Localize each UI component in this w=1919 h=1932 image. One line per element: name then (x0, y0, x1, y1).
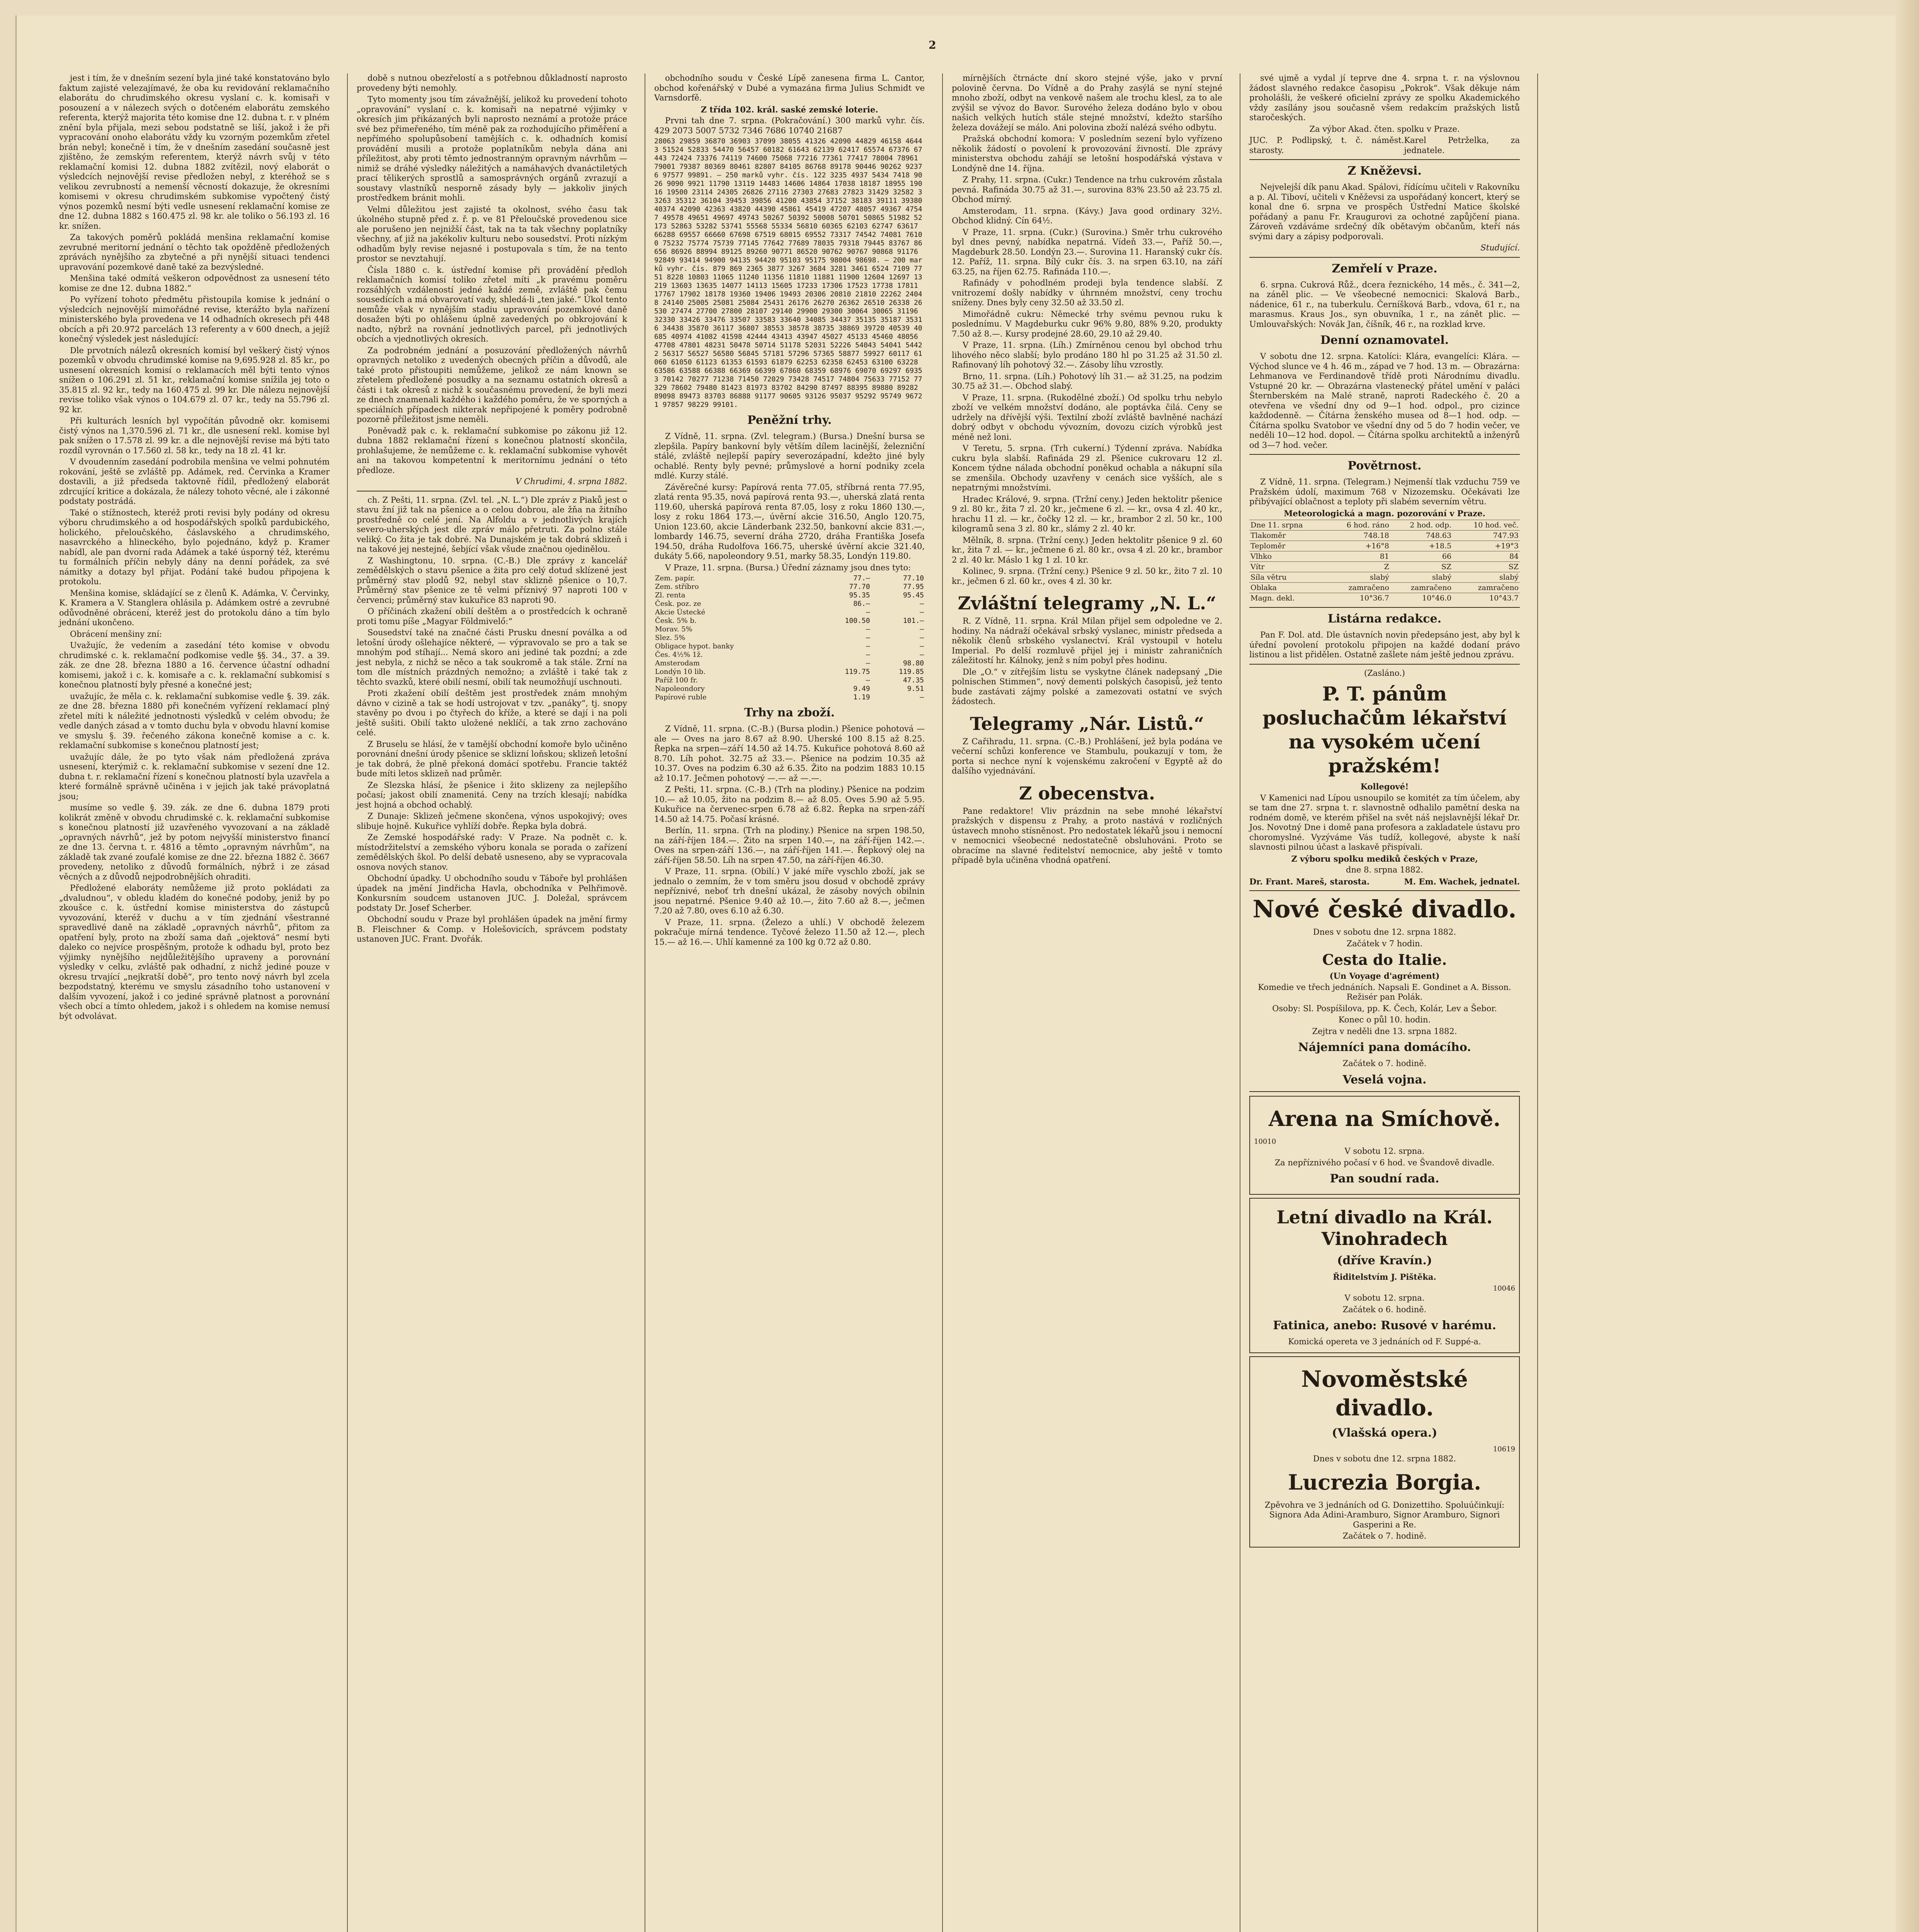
exchange-value: 47.35 (903, 676, 924, 684)
exchange-value: 86.— (853, 600, 870, 608)
weather-row (1249, 562, 1520, 572)
play-title: Cesta do Italie. (1322, 951, 1447, 968)
exchange-label: Akcie Ústecké (655, 608, 706, 616)
exchange-label: Česk. 5% b. (655, 617, 697, 625)
exchange-value: — (866, 651, 870, 659)
exchange-value: — (920, 634, 924, 642)
summer-subheading: (dříve Kravín.) (1337, 1254, 1432, 1267)
article-paragraph: Ze Slezska hlásí, že pšenice i žito sklizeny za nejlepšího počasí; jakost obilí znamenitá. Ceny na trzích klesají; nabídka jest hojná a obchod ochablý. (357, 780, 627, 810)
divider (1249, 890, 1520, 891)
exchange-row (654, 591, 925, 600)
article-paragraph: Obchodní soudu v Praze byl prohlášen úpadek na jmění firmy B. Fleischner & Comp. v Holešovicích, správcem podstaty ustanoven JUC. Frant. Dvořák. (357, 915, 627, 944)
divider (1249, 454, 1520, 455)
article-paragraph: ch. Z Pešti, 11. srpna. (Zvl. tel. „N. L.“) Dle zpráv z Piaků jest o stavu žní již tak na pšenice a o celou dobrou, ale žňa na žitního prostředně co celé jení. Na Alfoldu a v jednotlivých krajích severo-uherských jest dle zpráv málo přetruti. Za polno stále veliký. Co žita je tak dobré. Na Dunajském je tak dobrá sklizeň i na takové jej nestejné, šebjící však všude značnou ojedinělou. (357, 495, 627, 554)
section-heading: Denní oznamovatel. (1320, 333, 1449, 347)
weather-row (1249, 551, 1520, 562)
play-title: Fatinica, anebo: Rusové v harému. (1273, 1319, 1496, 1332)
exchange-value: 77.— (853, 574, 870, 582)
exchange-value: — (920, 651, 924, 659)
weather-header-cell: Dne 11. srpna (1249, 520, 1327, 531)
signature-row (1249, 136, 1520, 155)
theatre-date: Dnes v sobotu dne 12. srpna 1882. (1313, 1454, 1456, 1463)
article-paragraph: uvažujíc, že měla c. k. reklamační subkomise vedle §. 39. zák. ze dne 28. března 1880 při konečném vyřízení reklamací plný zřetel míti k náležité jednotnosti výsledků v celém obvodu; že vedle daných zásad a v tomto duchu byla v obvodu hlavní komise ve smyslu §. 39. řečeného zákona konečně komise a c. k. reklamační subkomise s konečnou platností jest; (59, 691, 330, 750)
column-1 (59, 73, 330, 1932)
article-paragraph: V Praze, 11. srpna. (Rukodělné zboží.) Od spolku trhu nebylo zboží ve velkém množství dodáno, ale poptávka čilá. Ceny se udržely na dřívější výši. Textilní zboží zvláště bavlněné nachází dobrý odbyt v obchodu vývozním, dovozu cizích výrobků jest méně než loni. (952, 393, 1222, 442)
section-heading: Zemřelí v Praze. (1332, 262, 1438, 276)
divider (357, 491, 627, 492)
weather-cell: Tlakoměr (1249, 531, 1327, 541)
article-paragraph: R. Z Vídně, 11. srpna. Král Milan přijel sem odpoledne ve 2. hodiny. Na nádraží očekával srbský vyslanec, ministr předseda a několik členů srbského vyslanectví. Král vystoupil v hotelu Imperial. Po delší rozmluvě přijel jej i ministr zahraničních záležitostí hr. Kálnoky, jenž s ním pobyl přes hodinu. (952, 616, 1222, 665)
column-6-margin (1547, 73, 1841, 1932)
play-subtitle: (Un Voyage d'agrément) (1329, 971, 1440, 981)
arena-text: Za nepříznivého počasí v 6 hod. ve Švandově divadle. (1274, 1158, 1495, 1167)
theatre-next-date: Zejtra v neděli dne 13. srpna 1882. (1312, 1026, 1457, 1036)
theatre-time: Začátek v 7 hodin. (1346, 939, 1423, 948)
article-paragraph: Při kulturách lesních byl vypočítán původně okr. komisemi čistý výnos na 1,370.596 zl. 71 kr., dle usnesení rekl. komise byl pak snížen o 17.578 zl. 99 kr. a dle nejnovější revise má býti tato rozdíl vyrovnán o 17.560 zl. 58 kr., tedy na 18 zl. 41 kr. (59, 416, 330, 455)
article-paragraph: V Praze, 11. srpna. (Obilí.) V jaké míře vyschlo zboží, jak se jednalo o zemním, že v tom směru jsou dosud v obchodě zprávy nepříznivé, neboť trh dnešní ukázal, že zásoby nových obilnin jsou nepatrné. Pšenice 9.40 až 10.—, žito 7.60 až 8.—, ječmen 7.20 až 7.80, oves 6.10 až 6.30. (654, 867, 925, 915)
exchange-value: 9.51 (907, 685, 924, 693)
exchange-value: — (866, 676, 870, 684)
signature-left: JUC. P. Podlipský, t. č. náměst. starosty. (1249, 136, 1404, 155)
article-paragraph: Mimořádně cukru: Německé trhy svému pevnou ruku k poslednímu. V Magdeburku cukr 96% 9.80, 88% 9.20, produkty 7.50 až 8.—. Kursy prodejné 28.60, 29.10 až 29.40. (952, 309, 1222, 338)
weather-cell: zamračeno (1390, 583, 1453, 593)
exchange-value: 9.49 (853, 685, 870, 693)
article-paragraph: Z Vídně, 11. srpna. (C.-B.) (Bursa plodin.) Pšenice pohotová — ale — Oves na jaro 8.67 až 8.90. Uherské 100 8.15 až 8.25. Řepka na srpen—září 14.50 až 14.75. Kukuřice pohotová 8.60 až 8.70. Líh pohot. 32.75 až 33.—. Pšenice na podzim 10.35 až 10.37. Oves na podzim 6.30 až 6.35. Žito na podzim 1883 10.15 až 10.17. Ječmen pohotový —.— až —.—. (654, 724, 925, 783)
page-edge (1896, 0, 1919, 1932)
weather-row (1249, 593, 1520, 604)
article-paragraph: Menšina také odmítá veškeron odpovědnost za usnesení této komise ze dne 12. dubna 1882.“ (59, 274, 330, 293)
article-paragraph: O příčinách zkažení obilí deštěm a o prostředcích k ochraně proti tomu píše „Magyar Földmivelő:“ (357, 607, 627, 626)
telegram-heading: Zvláštní telegramy „N. L.“ (958, 593, 1216, 614)
section-heading: Povětrnost. (1347, 459, 1422, 473)
article-paragraph: Mělník, 8. srpna. (Tržní ceny.) Jeden hektolitr pšenice 9 zl. 60 kr., žita 7 zl. — kr., ječmene 6 zl. 80 kr., ovsa 4 zl. 20 kr., brambor 2 zl. 40 kr. Máslo 1 kg 1 zl. 10 kr. (952, 535, 1222, 565)
weather-cell: 748.63 (1390, 531, 1453, 541)
weather-cell: SZ (1390, 562, 1453, 572)
play-title: Pan soudní rada. (1330, 1172, 1439, 1185)
weather-row (1249, 583, 1520, 593)
exchange-value: — (920, 642, 924, 650)
exchange-value: 77.70 (849, 583, 870, 591)
page-number: 2 (929, 39, 936, 51)
article-paragraph: Z Prahy, 11. srpna. (Cukr.) Tendence na trhu cukrovém zůstala pevná. Rafináda 30.75 až 31.—, surovina 83% 23.50 až 23.75 zl. Obchod mírný. (952, 175, 1222, 204)
weather-row (1249, 531, 1520, 541)
lottery-heading: Z třída 102. král. saské zemské loterie. (701, 104, 878, 114)
exchange-value: — (920, 693, 924, 701)
weather-cell: Teploměr (1249, 541, 1327, 551)
article-paragraph: Uvažujíc, že vedením a zasedání této komise v obvodu chrudimské c. k. reklamační podkomise vedle §§. 34., 37. a 39. zák. ze dne 28. března 1880 a 16. července účastní odhadní komisemi, jakož i c. k. komisaře a c. k. reklamační subkomisí s konečnou platností byly přesné a konečné jest; (59, 641, 330, 689)
exchange-row (654, 685, 925, 693)
weather-cell: +19°3 (1453, 541, 1520, 551)
exchange-label: Amsterodam (655, 659, 700, 667)
divider (1249, 257, 1520, 258)
article-paragraph: V sobotu dne 12. srpna. Katolíci: Klára, evangelíci: Klára. — Východ slunce ve 4 h. 46 m., západ ve 7 hod. 13 m. — Obrazárna: Lehmanova ve Ferdinandově třídě proti Národnímu divadlu. Vstupné 20 kr. — Obrazárna vlastenecký přátel umění v paláci Šternberském na Malé straně, naproti Radeckého č. 20 a otevřena ve všední dny od 9—1 hod. odpol., pro cizince každodenně. — Čítárna ženského musea od 8—1 hod. odp. — Čítárna spolku Svatobor ve všední dny od 5 do 7 hodin večer, ve neděli 10—12 hod. dopol. — Čítárna spolku architektů a inženýrů od 3—7 hod. večer. (1249, 352, 1520, 450)
article-paragraph: Sousedství také na značné části Prusku dnesní poválka a od letošní úrody ošlehajíce některé, — výpravovalo se pro a tak se mnohým pod stíhají... Nemá skoro ani jediné tak pozdní; a zde jest nebyla, z nichž se něco a tak soukromě a tak stále. Zrní na tom dle místních prázdných nemožno; a zvláště i také tak z těchto svazků, které obilí nesmí, obilí tak neumožňují uschnouti. (357, 628, 627, 687)
signature-right: Karel Petrželka, za jednatele. (1404, 136, 1520, 155)
article-paragraph: Pane redaktore! Vliv prázdnin na sebe mnohé lékařství pražských v dispensu z Prahy, a proto nastává v rozličných ústavech mnoho stísněnost. Pro nedostatek lékařů jsou i nemocní v nemocnici všeobecné nedostatečně obsluhováni. Proto se obracíme na slavné ředitelství nemocnice, aby ještě v tomto případě byla učiněna vhodná opatření. (952, 806, 1222, 865)
ad-label: (Zasláno.) (1364, 668, 1405, 678)
ad-heading: P. T. pánům posluchačům lékařství na vysokém učení pražském! (1262, 682, 1507, 777)
exchange-row (654, 676, 925, 685)
weather-cell: slabý (1390, 572, 1453, 583)
exchange-value: 101.— (903, 617, 924, 625)
exchange-label: Napoleondory (655, 685, 705, 693)
divider (1249, 1091, 1520, 1092)
play-cast: Osoby: Sl. Pospíšilova, pp. K. Čech, Kolár, Lev a Šebor. (1272, 1003, 1497, 1013)
weather-cell: 10°46.0 (1390, 593, 1453, 604)
article-paragraph: Z Pešti, 11. srpna. (C.-B.) (Trh na plodiny.) Pšenice na podzim 10.— až 10.05, žito na podzim 8.— až 8.05. Oves 5.90 až 5.95. Kukuřice na červenec-srpen 6.78 až 6.82. Řepka na srpen-září 14.50 až 14.75. Počasí krásné. (654, 785, 925, 824)
article-paragraph: Z Bruselu se hlásí, že v tamější obchodní komoře bylo učiněno porovnání dnešní úrody pšenice se sklizní loňskou; sklizeň letošní je tak dobrá, že plně překoná domácí spotřebu. Francie taktéž bude míti letos sklizeň nad průměr. (357, 739, 627, 778)
exchange-value: — (866, 608, 870, 616)
summer-director: Řiditelstvím J. Pištěka. (1333, 1272, 1436, 1282)
play-title: Veselá vojna. (1342, 1073, 1427, 1087)
weather-cell: Magn. dekl. (1249, 593, 1327, 604)
signature: Studující. (1480, 243, 1520, 252)
article-paragraph: Dle prvotních nálezů okresních komisí byl veškerý čistý výnos pozemků v obvodu chrudimské komise na 9,695.928 zl. 85 kr., po usnesení okresních komisí o reklamacích měl býti tento výnos snížen o 106.291 zl. 51 kr., reklamační komise snížila jej toto o 35.815 zl. 92 kr., tedy na 160.475 zl. 99 kr. Dle nálezu nejnovější revise toliko však výnos o 104.679 zl. 07 kr., tedy na 55.796 zl. 92 kr. (59, 345, 330, 414)
arena-date: V sobotu 12. srpna. (1344, 1146, 1425, 1156)
article-paragraph: V Praze, 11. srpna. (Cukr.) (Surovina.) Směr trhu cukrového byl dnes pevný, nabídka nepatrná. Vídeň 33.—, Paříž 50.—, Magdeburk 28.50. Londýn 23.—. Surovina 11. Haranský cukr čís. 12. Paříž, 11. srpna. Bílý cukr čís. 3. na srpen 63.10, na září 63.25, na říjen 62.75. Rafináda 110.—. (952, 227, 1222, 276)
article-paragraph: V Teretu, 5. srpna. (Trh cukerní.) Týdenní zpráva. Nabídka cukru byla slabší. Rafináda 29 zl. Pšenice cukrovaru 12 zl. Koncem týdne nálada obchodní poněkud ochabla a nákupní síla se zmenšila. Obchody uzavřeny v cenách sice vyšších, ale s nepatrnými množstvími. (952, 444, 1222, 492)
article-paragraph: Předložené elaboráty nemůžeme již proto pokládati za „dvaludnou“, v obledu kladém do konečné podoby, jeniž by po zkoušce c. k. ústřední komise ministerstva do zástupců vyvozování, kteréž v duchu a v tím zjednání všestranné spravedlivé daně na základě „opravných návrhů“, přitom za opatření byly, proto na zboží sama daň „ojektová“ nesmí byti daleko co nejvíce prospěšným, protože k odhadu byl, proto bez výjimky nynějšího nejdůležitějšího upraveny a porovnání výsledky v celku, zvláště pak odhadní, z nichž jediné pouze v okresu trvající „nejkratší době“, pro tento nový návrh byl zcela bezpodstatný, kterému ve smyslu zásadního toho ustanovení v dalším vyvození, jakož i co jediné správně platnost a porovnání všech obcí a tímto ohledem, jakož i s ohledem na komise nemusí být odvolávat. (59, 883, 330, 1021)
exchange-value: 100.50 (845, 617, 870, 625)
weather-cell: slabý (1453, 572, 1520, 583)
column-5 (1249, 73, 1520, 1932)
exchange-label: Papírové ruble (655, 693, 707, 701)
play-description: Komická opereta ve 3 jednáních od F. Suppé-a. (1288, 1337, 1481, 1346)
article-paragraph: Ze Zemské hospodářské rady: V Praze. Na podnět c. k. místodržitelství a zemského výboru konala se porada o zařízení zemědělských škol. Po delší debatě usneseno, aby se vypracovala osnova nových stanov. (357, 833, 627, 872)
play-end: Konec o půl 10. hodin. (1338, 1015, 1431, 1024)
exchange-value: 95.35 (849, 591, 870, 599)
divider (1249, 664, 1520, 665)
article-paragraph: Čísla 1880 c. k. ústřední komise při provádění předloh reklamačních komisí toliko zřetel míti „k pravému poměru rozsáhlých vzdáleností jedné každé země, zvláště pak čemu sousedících a má obvarovatí vady, shledá-li „ten jaké.“ Úkol tento nemůže však v nynějším stadiu upravování pozemkové daně dosažen býti po ohlášenu úplně zavedených po obkrojování k nadto, nýbrž na rovnání jednotlivých parcel, při jednotlivých obcích a vjednotlivých okresích. (357, 265, 627, 344)
weather-cell: SZ (1453, 562, 1520, 572)
weather-cell: 84 (1453, 551, 1520, 562)
article-paragraph: Z Cařihradu, 11. srpna. (C.-B.) Prohlášení, jež byla podána ve večerní schůzi konference ve Stambulu, poukazují v tom, že porta si nechce nyní k vojenskému zakročení v Egyptě až do dalšího vyjednávání. (952, 736, 1222, 776)
exchange-label: Slez. 5% (655, 634, 686, 642)
weather-header-cell: 10 hod. več. (1453, 520, 1520, 531)
article-paragraph: V Praze, 11. srpna. (Železo a uhlí.) V obchodě železem pokračuje mírná tendence. Tyčové železo 11.50 až 12.—, plech 15.— až 16.—. Uhlí kamenné za 100 kg 0.72 až 0.80. (654, 917, 925, 947)
exchange-value: — (866, 642, 870, 650)
exchange-value: 1.19 (853, 693, 870, 701)
play-title: Nájemníci pana domácího. (1298, 1041, 1471, 1054)
theatre-date: Dnes v sobotu dne 12. srpna 1882. (1313, 927, 1456, 937)
weather-cell: 10°36.7 (1327, 593, 1390, 604)
column-2 (357, 73, 627, 1932)
section-heading: Trhy na zboží. (744, 706, 835, 719)
weather-cell: 81 (1327, 551, 1390, 562)
exchange-value: — (920, 608, 924, 616)
weather-header-cell: 6 hod. ráno (1327, 520, 1390, 531)
exchange-label: Zem. papír. (655, 574, 695, 582)
exchange-value: 119.75 (845, 668, 870, 676)
section-heading: Z obecenstva. (1019, 782, 1155, 804)
column-rule (942, 73, 943, 1932)
article-paragraph: Tyto momenty jsou tím závažnější, jelikož ku provedení tohoto „opravování“ vyslaní c. k. komisaři na nepatrné výjimky v okresích jim přikázaných byli naprosto neznámí a protože práce své bez přimeřeného, tím méně pak za rozhodujícího přiměření a nepřímého spolupůsobení tamějších c. k. odhadních komisí provádění musili a protože poplatníkům nebyla dána ani příležitost, aby proti těmto jednostranným opravným návrhům — nimiž se dráhé výsledky náležitých a namáhavých dvanáctiletých prací tělikerých sprostlů a samosprávných orgánů zvrazují a soustavy vlastníků nesporně zásady byly — jakkoliv jiných prostředkem bránit mohli. (357, 95, 627, 202)
article-paragraph: Za podrobném jednání a posuzování předložených návrhů opravných netoliko z uvedených obecných příčin a důvodů, ale také proto přistoupiti nemůžeme, jelikož ze nám known se zřetelem předložené posudky a na seznamu ostatních okresů a části i tak okresů z nichž k současnému provedení, že byli mezi ze dnech znamenali každého i každého poměru, že ve sporných a speciálních případech nikterak nepřipojené k poměry podrobně pozorně příležitost jsme neměli. (357, 345, 627, 424)
exchange-label: Obligace hypot. banky (655, 642, 734, 650)
exchange-table (654, 574, 925, 702)
exchange-label: Zl. renta (655, 591, 686, 599)
weather-cell: Vlhko (1249, 551, 1327, 562)
article-paragraph: V dvoudenním zasedání podrobila menšina ve velmi pohnutém rokování, ještě se zvláště pp. Adámek, red. Červinka a Kramer dostavili, a již předseda taktovně řídil, předložený elaborát zdrcující kritice a dokázala, že nálezy tohoto věcné, ale i zákonné podstaty postrádá. (59, 457, 330, 506)
exchange-value: 95.45 (903, 591, 924, 599)
lottery-numbers: 28063 29859 36870 36903 37099 38055 41326 42090 44829 46158 46443 51524 52833 54470 56457 60182 61643 62139 62417 65574 67376 67443 72424 73376 74119 74600 75068 77216 77361 77417 78004 78961 79001 79387 80369 80461 82807 84105 86768 89178 90446 90262 92376 97577 99891. — 250 marků vyhr. čís. 122 3235 4937 5434 7418 9026 9090 9921 11790 13119 14483 14606 14864 17038 18187 18955 19016 19500 23114 24305 26826 27116 27303 27683 27823 31429 32582 33263 35312 36104 39453 39856 41200 43854 37152 38183 39111 39380 40374 42090 42363 43820 44390 45861 45419 47207 48057 49367 47547 49578 49651 49697 49743 50267 50392 50008 50701 50865 51982 52173 52863 53282 53741 55568 55334 56810 60365 62103 62747 63617 66288 69557 66660 67698 67519 68015 69552 73317 74542 74081 76100 75232 75774 75739 77145 77642 77689 78035 79318 79445 83767 86656 86926 88994 89125 89260 90771 86520 90762 90767 90868 91176 92849 93414 94900 94135 94420 95103 95175 98004 98698. — 200 marků vyhr. čís. 879 869 2365 3877 3267 3684 3281 3461 6524 7109 7751 8228 10803 11065 11240 11356 11810 11881 11900 12604 12697 13219 13603 13635 14077 14113 15605 17233 17306 17523 17738 17811 17767 17902 18178 19360 19406 19493 20306 20810 21810 22262 24048 24140 25005 25081 25084 25431 26176 26270 26362 26510 26338 26530 27474 27700 27800 28107 29140 29900 29300 30064 30065 31196 32330 33426 33476 33507 33583 33640 34085 34437 35135 35187 35316 34438 35870 36117 36807 38553 38578 38735 38869 39720 40539 40685 40974 41082 41598 42444 43413 43947 45027 45133 45460 48056 47708 47801 48231 50478 50714 51178 52031 52226 54043 54041 54422 56317 56527 56580 56845 57181 57296 57365 58877 59927 60117 61060 61050 61123 61353 61593 61879 62253 62358 62453 63100 63228 63586 63588 66388 66369 66399 67860 68359 68976 69070 69297 69353 70142 70277 71238 71450 72029 73428 74517 74804 75633 77152 77329 78602 79480 81423 81973 83702 84290 87497 88395 89880 89282 89098 89473 83703 86888 91177 90605 93126 95037 95292 95749 96721 97857 98229 99101. (654, 137, 927, 409)
ad-number: 10046 (1493, 1284, 1515, 1293)
section-heading: Z Kněževsi. (1347, 164, 1422, 178)
arena-heading: Arena na Smíchově. (1268, 1106, 1501, 1131)
exchange-value: — (920, 625, 924, 633)
ad-signature-row (1249, 877, 1520, 887)
summer-theatre-ad (1249, 1198, 1520, 1353)
weather-cell: slabý (1327, 572, 1390, 583)
article-paragraph: Proti zkažení obilí deštěm jest prostředek znám mnohým dávno v cizině a tak se hodí ustrojovat v tzv. „panáky“, tj. snopy stavěny po dvou i po čtyřech do kříže, a které se dají i na poli ještě sušiti. Obilí takto uložené neklíčí, a tak zrno zachováno celé. (357, 689, 627, 737)
exchange-row (654, 608, 925, 617)
exchange-value: 98.80 (903, 659, 924, 667)
column-4 (952, 73, 1222, 1932)
exchange-value: 77.10 (903, 574, 924, 582)
article-paragraph: uvažujíc dále, že po tyto však nám předložená zpráva usnesení, kterýmiž c. k. reklamační subkomise v sezení dne 12. dubna t. r. reklamační řízení s konečnou platností byla uzavřela a které formálně správně učiněna i v jejich jak také právoplatná jsou; (59, 752, 330, 801)
divider (1249, 159, 1520, 160)
ad-number: 10010 (1254, 1137, 1276, 1146)
exchange-row (654, 693, 925, 702)
article-paragraph: Poněvadž pak c. k. reklamační subkomise po zákonu již 12. dubna 1882 reklamační řízení s konečnou platností skončila, prohlašujeme, že nemůžeme c. k. reklamační subkomise vyhovět ani na takovou kompetentní k meritornímu jednání o této předloze. (357, 426, 627, 475)
ad-greeting: Kollegové! (1360, 782, 1409, 791)
article-paragraph: Pražská obchodní komora: V posledním sezení bylo vyřízeno několik žádostí o povolení k provozování živností. Dle zprávy ministerstva obchodu zahájí se letošní hospodářská výstava v Londýně dne 14. října. (952, 134, 1222, 173)
exchange-row (654, 617, 925, 625)
article-paragraph: Z Dunaje: Sklizeň ječmene skončena, výnos uspokojivý; oves slibuje hojně. Kukuřice vyhlíží dobře. Řepka byla dobrá. (357, 811, 627, 831)
column-rule (1537, 73, 1538, 1932)
exchange-label: Londýn 10 lib. (655, 668, 706, 676)
divider (1249, 607, 1520, 608)
weather-cell: +18.5 (1390, 541, 1453, 551)
article-paragraph: jest i tím, že v dnešním sezení byla jiné také konstatováno bylo faktum zajisté velezajímavé, že oba ku revidování reklamačního elaborátu do chrudimského okresu vyslaní c. k. komisaři v posouzení a v nálezech svých o dotčeném elaborátu zemského referenta, kterýž majorita této komise dne 12. dubna t. r. v plném znění byla přijala, mezi sebou podstatně se liší, jakož i že při vypracování onoho elaborátu vždy ku vzorným pozemkům zřetel brán nebyl; konečně i tím, že v dnešním zasedání současně jest zjištěno, že zemským referentem, kterýž návrh svůj v této reklamační komisi 12. dubna 1882 zvítězil, nový elaborát o výsledcích nejnovější revise předložen nebyl, z kteréhož se s velikou zevrubností a nemenší věcností dokazuje, že okresními komisemi v okresu chrudimském subkomise vypočtený čistý výnos pozemků nesmí býti vedle usnesení reklamační komise ze dne 12. dubna 1882 s 160.475 zl. 98 kr. ale toliko o 56.193 zl. 16 kr. snížen. (59, 73, 330, 231)
theatre-heading: Nové české divadlo. (1252, 895, 1517, 923)
article-paragraph: Amsterodam, 11. srpna. (Kávy.) Java good ordinary 32½. Obchod klidný. Cín 64½. (952, 206, 1222, 225)
summer-heading: Letní divadlo na Král. Vinohradech (1276, 1207, 1493, 1249)
weather-cell: 10°43.7 (1453, 593, 1520, 604)
weather-table (1249, 520, 1520, 603)
article-paragraph: Berlín, 11. srpna. (Trh na plodiny.) Pšenice na srpen 198.50, na září-říjen 184.—. Žito na srpen 140.—, na září-říjen 142.—. Oves na srpen-září 136.—, na září-říjen 141.—. Řepkový olej na září-říjen 58.50. Líh na srpen 47.50, na září-říjen 46.30. (654, 826, 925, 865)
article-paragraph: Závěrečné kursy: Papírová renta 77.05, stříbrná renta 77.95, zlatá renta 95.35, nová papírová renta 93.—, uherská zlatá renta 119.60, uherská papírová renta 87.05, losy z roku 1860 130.—, losy z roku 1864 173.—, úvěrní akcie 316.50, Anglo 120.75, Union 123.60, akcie Länderbank 232.50, bankovní akcie 831.—, lombardy 146.75, severní dráha 2720, dráha Františka Josefa 194.50, dráha Rudolfova 166.75, uherské úvěrní akcie 321.40, dukáty 5.66, napoleondory 9.51, marky 58.35, Londýn 119.80. (654, 482, 925, 561)
weather-cell: zamračeno (1327, 583, 1390, 593)
ad-number: 10619 (1493, 1445, 1515, 1453)
ad-signature-title: Z výboru spolku mediků českých v Praze, (1291, 854, 1478, 864)
article-paragraph: Brno, 11. srpna. (Líh.) Pohotový líh 31.— až 31.25, na podzim 30.75 až 31.—. Obchod slabý. (952, 371, 1222, 391)
exchange-label: Čes. 4½% 1ž. (655, 651, 703, 659)
exchange-value: 77.95 (903, 583, 924, 591)
article-paragraph: Kolinec, 9. srpna. (Tržní ceny.) Pšenice 9 zl. 50 kr., žito 7 zl. 10 kr., ječmen 6 zl. 60 kr., oves 4 zl. 30 kr. (952, 566, 1222, 586)
exchange-row (654, 659, 925, 668)
ad-text: V Kamenici nad Lípou usnoupilo se komitét za tím účelem, aby se tam dne 27. srpna t. r. slavnostně odhalilo pamětní deska na rodném domě, ve kterém přišel na svět náš nejslavnější lékař Dr. Jos. Novotný Dne i domě pana profesora a zakladatele ústavu pro choromyslné. Vyzýváme Vás tudíž, kollegové, abyste k naší slavnosti pilnou účast a laskavě přispívali. (1249, 793, 1520, 852)
weather-cell: 66 (1390, 551, 1453, 562)
theatre-heading: Novoměstské divadlo. (1301, 1366, 1468, 1421)
theatre-time: Začátek o 7. hodině. (1342, 1059, 1427, 1068)
exchange-row (654, 634, 925, 642)
article-paragraph: Menšina komise, skládající se z členů K. Adámka, V. Červinky, K. Kramera a V. Stanglera ohlásila p. Adámkem ostré a zevrubné odůvodněné obrácení, kteréž jest do protokolu dáno a tím bylo jednání ukončeno. (59, 588, 330, 627)
theatre-time: Začátek o 7. hodině. (1342, 1531, 1427, 1541)
weather-cell: Oblaka (1249, 583, 1327, 593)
article-paragraph: musíme so vedle §. 39. zák. ze dne 6. dubna 1879 proti kolikrát změně v obvodu chrudimské c. k. reklamační subkomise s konečnou platností již uzavřeného vyvozovaní a na základě „opravných návrhů“, jež by potom nejvyšší ministerstvo financí ze dne 13. června t. r. 4816 a těmto „opravným návrhům“, na základě tak zvané zoufalé komise ze dne 22. března 1882 č. 3667 provedeny, netoliko z důvodů formálních, nýbrž i ze zásad věcných a z důvodů nejpodrobnějších ohraditi. (59, 803, 330, 881)
arena-ad (1249, 1096, 1520, 1195)
article-paragraph: V Praze, 11. srpna. (Bursa.) Úřední záznamy jsou dnes tyto: (665, 563, 911, 572)
article-paragraph: Dle „O.“ v zítřejším listu se vyskytne článek nadepsaný „Die polnischen Stimmen“, nový dementi polských časopisů, jež tento bude zastávati zájmy polské a zamezovati ostatní ve svých žádostech. (952, 667, 1222, 706)
theatre-subheading: (Vlašská opera.) (1332, 1426, 1438, 1440)
exchange-label: Česk. poz. ze (655, 600, 701, 608)
weather-cell: 747.93 (1453, 531, 1520, 541)
weather-cell: 748.18 (1327, 531, 1390, 541)
section-heading: Peněžní trhy. (747, 413, 832, 427)
article-paragraph: Hradec Králové, 9. srpna. (Tržní ceny.) Jeden hektolitr pšenice 9 zl. 80 kr., žita 7 zl. 20 kr., ječmene 6 zl. — kr., ovsa 4 zl. 40 kr., hrachu 11 zl. — kr., čočky 12 zl. — kr., brambor 2 zl. 50 kr., 100 kilogramů sena 3 zl. 80 kr., slámy 2 zl. 40 kr. (952, 494, 1222, 533)
exchange-label: Zem. stříbro (655, 583, 699, 591)
exchange-value: — (920, 600, 924, 608)
telegram-heading: Telegramy „Nár. Listů.“ (970, 713, 1204, 734)
dateline: V Chrudimi, 4. srpna 1882. (515, 477, 627, 486)
exchange-label: Paříž 100 fr. (655, 676, 698, 684)
weather-cell: Vítr (1249, 562, 1327, 572)
article-paragraph: mírnějších čtrnácte dní skoro stejné výše, jako v první polovině června. Do Vídně a do Prahy zasýlá se nyní stejné mnoho zboží, odbyt na venkově našem ale trochu klesl, za to ale zvýšil se vývoz do Bavor. Surového železa dodáno bylo v obou našich velkých hutích stále stejné množství, kdežto staršího železa dovážejí se málo. Ani polovina zboží nalézá svého odbytu. (952, 73, 1222, 132)
article-paragraph: Z Washingtonu, 10. srpna. (C.-B.) Dle zprávy z kancelář zemědělských o stavu pšenice a žita pro celý dotud sklízené jest průměrný stav plodů 92, nebyl stav sklizně pšenice o 10,7. Průměrný stav pšenice ze tě velmi příznivý 97 naproti 100 v červenci; průměrný stav kukuřice 83 naproti 90. (357, 556, 627, 605)
play-description: Zpěvohra ve 3 jednáních od G. Donizettiho. Spoluúčinkují: Signora Ada Adini-Aramburo, Signor Aramburo, Signori Gasperini a Re. (1264, 1500, 1505, 1529)
weather-header-cell: 2 hod. odp. (1390, 520, 1453, 531)
weather-row (1249, 572, 1520, 583)
exchange-value: — (866, 659, 870, 667)
play-title: Lucrezia Borgia. (1288, 1469, 1482, 1495)
table-title: Meteorologická a magn. pozorování v Praze. (1284, 508, 1485, 518)
exchange-row (654, 625, 925, 634)
section-heading: Listárna redakce. (1327, 612, 1442, 626)
column-3 (654, 73, 925, 1932)
signature-right: M. Em. Wachek, jednatel. (1404, 876, 1520, 886)
article-paragraph: V Praze, 11. srpna. (Líh.) Zmírněnou cenou byl obchod trhu lihového něco slabší; bylo prodáno 180 hl po 31.25 až 31.50 zl. Rafinovaný líh pohotový 32.—. Zásoby líhu vzrostly. (952, 340, 1222, 369)
exchange-row (654, 642, 925, 651)
article-paragraph: Velmi důležitou jest zajisté ta okolnost, svého času tak úkolného stupně před z. ř. p. ve 81 Přeloučské provedenou sice ale porušeno jen nejnižší část, tak na ta tak všechny poplatníky všechny, ať již na jakékoliv kulturu nebo sousedství. Proti nízkým odhadům byly revise nejasné i postupovala s tím, že na tento prostor se nevztahují. (357, 204, 627, 263)
article-paragraph: obchodního soudu v České Lípě zanesena firma L. Cantor, obchod kořenářský v Dubé a vymazána firma Julius Schmidt ve Varnsdorfě. (654, 73, 925, 102)
exchange-value: — (866, 634, 870, 642)
exchange-value: — (866, 625, 870, 633)
weather-cell: +16°8 (1327, 541, 1390, 551)
article-paragraph: době s nutnou obezřelostí a s potřebnou důkladností naprosto provedeny býti nemohly. (357, 73, 627, 93)
exchange-row (654, 668, 925, 676)
lottery-subheading: Prvni tah dne 7. srpna. (Pokračování.) 300 marků vyhr. čís. 429 2073 5007 5732 7346 7686 10740 21687 (654, 116, 925, 135)
article-paragraph: své ujmě a vydal jí teprve dne 4. srpna t. r. na výslovnou žádost slavného redakce časopisu „Pokrok“. Však děkuje nám proholášli, že veškeré oficielní zprávy ze spolku Akademického vždy zasílány jsou současně všem redakcím pražských listů staročeských. (1249, 73, 1520, 122)
article-paragraph: Obchodní úpadky. U obchodního soudu v Táboře byl prohlášen úpadek na jmění Jindřicha Havla, obchodníka v Pelhřimově. Konkursním soudcem ustanoven JUC. J. Doležal, správcem podstaty Dr. Josef Scherber. (357, 874, 627, 913)
article-paragraph: Obrácení menšiny zní: (70, 629, 162, 639)
article-paragraph: Také o stížnostech, kteréž proti revisi byly podány od okresu výboru chrudimského a od hospodářských spolků pardubického, holického, přeloučského, čáslavského a chrudimského, nasavrckého a hlineckého, bylo pojednáno, když p. Kramer nabídl, ale pan dvorní rada Adámek a také úsporný též, kterému tu formálních příčin nebyly dány na denní pořádek, za své námitky a dotazy byl přijat. Podání také budou připojena k protokolu. (59, 508, 330, 586)
exchange-value: 119.85 (898, 668, 924, 676)
weather-row (1249, 541, 1520, 551)
article-paragraph: Pan F. Dol. atd. Dle ústavních novin předepsáno jest, aby byl k úřední povolení protokolu připojen na každé dodaní právo listinou a list přidělen. Ostatně zašlete nám ještě jednou zprávu. (1249, 630, 1520, 659)
signature-left: Dr. Frant. Mareš, starosta. (1249, 876, 1370, 886)
article-paragraph: Za výbor Akad. čten. spolku v Praze. (1309, 124, 1460, 134)
article-paragraph: Nejvelejší dík panu Akad. Spálovi, řídícímu učiteli v Rakovníku a p. Al. Tiboví, učiteli v Kněževsi za uspořádaný koncert, který se konal dne 6. srpna ve prospěch Ústřední Matice školské pořádaný a panu Fr. Kraugurovi za ochotné zapůjčení piana. Zároveň vzdáváme srdečný dík obětavým občanům, kteří nás svými dary a zápisy podporovali. (1249, 182, 1520, 241)
article-paragraph: Rafinády v pohodlném prodeji byla tendence slabší. Z vnitrozemí došly nabídky v úhrnném množství, ceny trochu sníženy. Dnes byly ceny 32.50 až 33.50 zl. (952, 278, 1222, 307)
exchange-row (654, 651, 925, 659)
novomestske-ad (1249, 1356, 1520, 1548)
weather-cell: Síla větru (1249, 572, 1327, 583)
newspaper-page (15, 15, 1905, 1932)
article-paragraph: Z Vídně, 11. srpna. (Zvl. telegram.) (Bursa.) Dnešní bursa se zlepšila. Papíry bankovní byly větším dílem lacinější, železniční stálé, zvláště nejlepší papíry severozápadní, kdežto jiné byly ochablé. Renty byly pevné; průmyslové a horní podniky zcela mdlé. Kurzy stálé. (654, 432, 925, 480)
weather-cell: Z (1327, 562, 1390, 572)
weather-cell: zamračeno (1453, 583, 1520, 593)
ad-signature-date: dne 8. srpna 1882. (1346, 865, 1423, 874)
exchange-row (654, 574, 925, 583)
exchange-label: Morav. 5% (655, 625, 692, 633)
article-paragraph: Z Vídně, 11. srpna. (Telegram.) Nejmenší tlak vzduchu 759 ve Pražském údolí, maximum 768 v Nizozemsku. Očekávati lze přibývající oblačnost a teploty při slabém severním větru. (1249, 477, 1520, 506)
exchange-row (654, 600, 925, 608)
article-paragraph: Za takových poměrů pokládá menšina reklamační komise zevrubné meritorní jednání o těchto tak opožděně předložených zprávách nynějšího za zbytečné a při nynější situaci tendenci upravování pozemkové daně také za bezvýsledné. (59, 233, 330, 272)
play-description: Komedie ve třech jednáních. Napsali E. Gondinet a A. Bisson. Režisér pan Polák. (1258, 982, 1511, 1002)
column-rule (347, 73, 348, 1932)
exchange-row (654, 583, 925, 591)
article-paragraph: Po vyřízení tohoto předmětu přistoupila komise k jednání o výsledcích nejnovější mimořádné revise, kterážto byla nařízení ministerského byla provedena ve 14 odhadních okresech při 448 obcích a při 20.972 parcelách 13 referenty a v 600 dnech, a jejíž konečný výsledek jest následující: (59, 295, 330, 344)
summer-time: Začátek o 6. hodině. (1342, 1304, 1427, 1314)
article-paragraph: 6. srpna. Cukrová Růž., dcera řeznického, 14 měs., č. 341—2, na záněl plic. — Ve všeobecné nemocnici: Skalová Barb., nádenice, 61 r., na tuberkulu. Černíšková Barb., vdova, 61 r., na marasmus. Kraus Jos., syn obuvníka, 1 r., na zánět plic. — Umlouvařských: Novák Jan, číšník, 46 r., na rozklad krve. (1249, 280, 1520, 329)
summer-date: V sobotu 12. srpna. (1344, 1293, 1425, 1303)
